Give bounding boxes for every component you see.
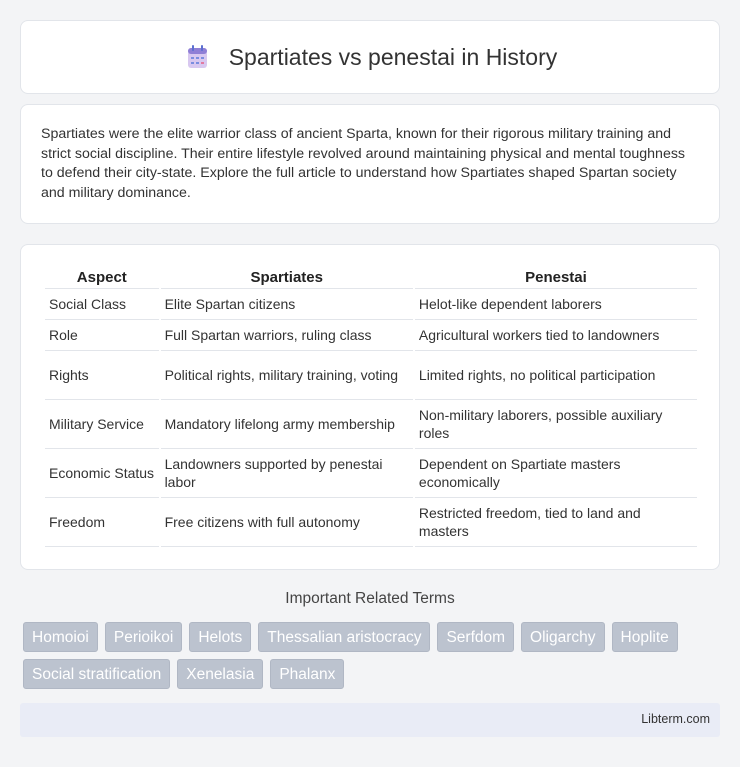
table-cell: Social Class: [45, 289, 159, 320]
intro-card: [20, 104, 720, 224]
tag-perioikoi[interactable]: Perioikoi: [105, 622, 182, 652]
column-header-spartiates: Spartiates: [161, 265, 413, 289]
table-row: [45, 320, 697, 351]
table-cell: Elite Spartan citizens: [161, 289, 413, 320]
table-cell: Military Service: [45, 400, 159, 449]
tag-homoioi[interactable]: Homoioi: [23, 622, 98, 652]
table-cell: Agricultural workers tied to landowners: [415, 320, 697, 351]
table-cell: Restricted freedom, tied to land and masters: [415, 498, 697, 547]
related-terms-title: Important Related Terms: [285, 590, 455, 607]
tag-social-stratification[interactable]: Social stratification: [23, 659, 170, 689]
column-header-penestai: Penestai: [415, 265, 697, 289]
tag-xenelasia[interactable]: Xenelasia: [177, 659, 263, 689]
footer: [20, 703, 720, 737]
tag-oligarchy[interactable]: Oligarchy: [521, 622, 604, 652]
column-header-aspect: Aspect: [45, 265, 159, 289]
table-cell: Free citizens with full autonomy: [161, 498, 413, 547]
table-row: [45, 400, 697, 449]
table-cell: Mandatory lifelong army membership: [161, 400, 413, 449]
tag-phalanx[interactable]: Phalanx: [270, 659, 344, 689]
table-row: [45, 498, 697, 547]
table-cell: Role: [45, 320, 159, 351]
table-row: [45, 449, 697, 498]
table-header-row: [45, 265, 697, 289]
table-cell: Economic Status: [45, 449, 159, 498]
table-cell: Freedom: [45, 498, 159, 547]
table-row: [45, 289, 697, 320]
table-cell: Full Spartan warriors, ruling class: [161, 320, 413, 351]
tag-serfdom[interactable]: Serfdom: [437, 622, 514, 652]
comparison-table: [43, 265, 699, 547]
related-terms-tags: [23, 622, 713, 689]
page-title: Spartiates vs penestai in History: [228, 43, 558, 70]
table-cell: Rights: [45, 351, 159, 400]
comparison-table-card: [20, 244, 720, 570]
tag-helots[interactable]: Helots: [189, 622, 251, 652]
table-cell: Non-military laborers, possible auxiliary roles: [415, 400, 697, 449]
tag-thessalian-aristocracy[interactable]: Thessalian aristocracy: [258, 622, 430, 652]
table-cell: Helot-like dependent laborers: [415, 289, 697, 320]
intro-text: Spartiates were the elite warrior class of ancient Sparta, known for their rigorous military training and strict social discipline. Their entire lifestyle revolved around maintaining physical and mental toughness to defend their city-state. Explore the full article to understand how Spartiates shaped Spartan society and military dominance.: [41, 126, 686, 201]
footer-site-link[interactable]: Libterm.com: [641, 712, 710, 726]
calendar-notebook-icon: [183, 43, 211, 71]
table-cell: Landowners supported by penestai labor: [161, 449, 413, 498]
table-cell: Political rights, military training, voting: [161, 351, 413, 400]
header-card: [20, 20, 720, 94]
table-cell: Limited rights, no political participation: [415, 351, 697, 400]
tag-hoplite[interactable]: Hoplite: [612, 622, 678, 652]
table-cell: Dependent on Spartiate masters economically: [415, 449, 697, 498]
table-row: [45, 351, 697, 400]
